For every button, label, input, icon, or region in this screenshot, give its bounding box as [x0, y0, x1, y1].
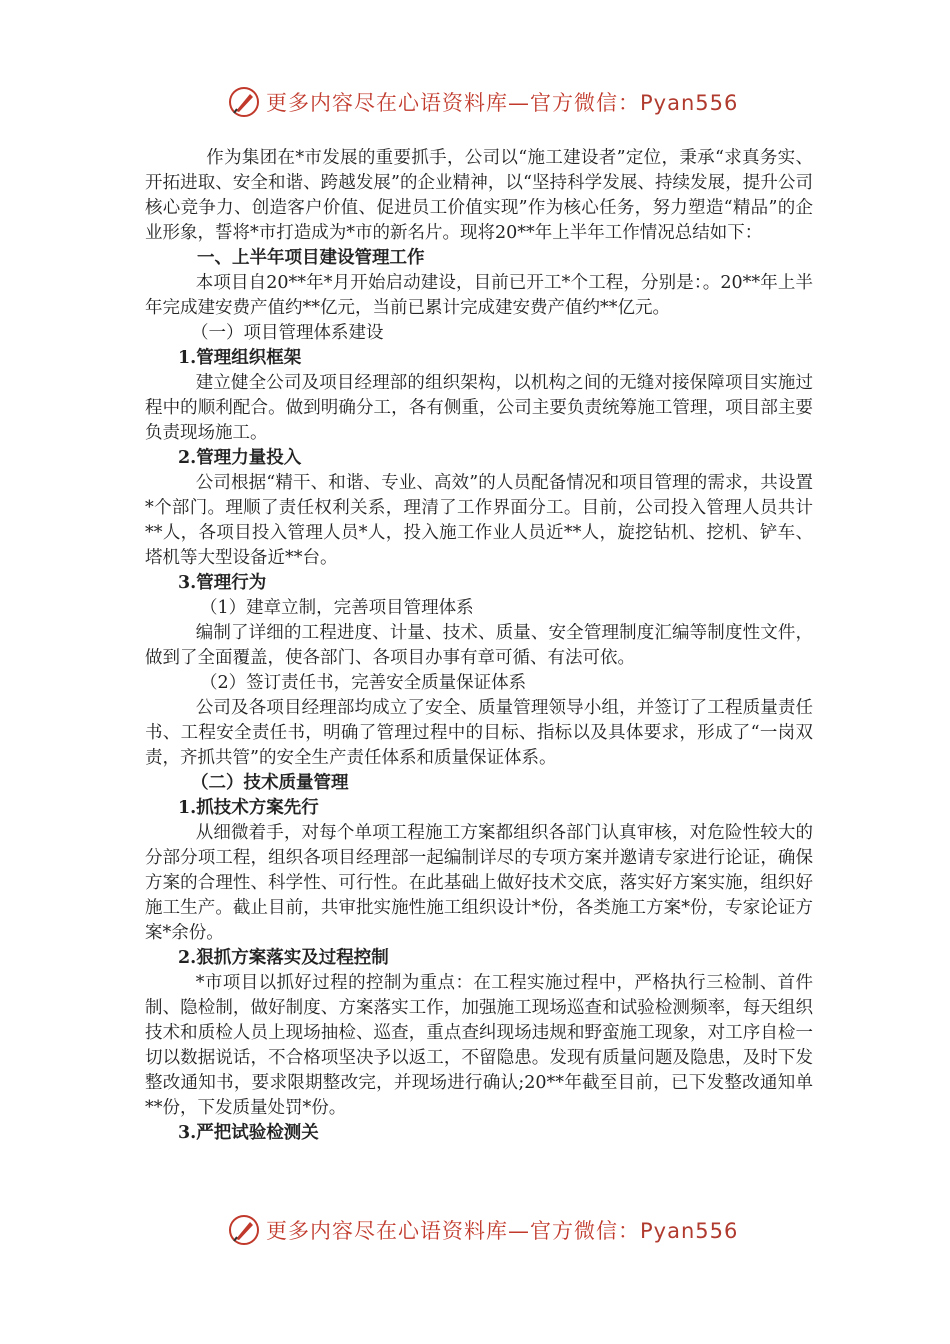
quill-pen-logo-icon — [228, 1214, 260, 1246]
section-heading: 1.管理组织框架 — [178, 348, 302, 368]
banner-text: 更多内容尽在心语资料库—官方微信：Pyan556 — [266, 91, 739, 115]
footer-banner — [228, 1210, 739, 1250]
section-heading: 3.严把试验检测关 — [178, 1123, 319, 1143]
section-heading: （二）技术质量管理 — [191, 773, 349, 793]
section-heading: 一、上半年项目建设管理工作 — [197, 248, 425, 268]
section-heading: （一）项目管理体系建设 — [191, 323, 384, 343]
paragraph: 编制了详细的工程进度、计量、技术、质量、安全管理制度汇编等制度性文件，做到了全面覆盖，使各部门、各项目办事有章可循、有法可依。 — [145, 623, 813, 668]
paragraph: 从细微着手，对每个单项工程施工方案都组织各部门认真审核，对危险性较大的分部分项工程，组织各项目经理部一起编制详尽的专项方案并邀请专家进行论证，确保方案的合理性、科学性、可行性。在此基础上做好技术交底，落实好方案实施，组织好施工生产。截止目前，共审批实施性施工组织设计*份，各类施工方案*份，专家论证方案*余份。 — [145, 823, 813, 943]
section-heading: 2.狠抓方案落实及过程控制 — [178, 948, 389, 968]
document-body — [145, 146, 813, 1146]
paragraph: （1）建章立制，完善项目管理体系 — [200, 598, 474, 618]
banner-text: 更多内容尽在心语资料库—官方微信：Pyan556 — [266, 1219, 739, 1243]
paragraph: 作为集团在*市发展的重要抓手，公司以“施工建设者”定位，秉承“求真务实、开拓进取、安全和谐、跨越发展”的企业精神，以“坚持科学发展、持续发展，提升公司核心竞争力、创造客户价值、促进员工价值实现”作为核心任务，努力塑造“精品”的企业形象，誓将*市打造成为*市的新名片。现将20**年上半年工作情况总结如下： — [145, 148, 813, 243]
section-heading: 1.抓技术方案先行 — [178, 798, 319, 818]
paragraph: 建立健全公司及项目经理部的组织架构，以机构之间的无缝对接保障项目实施过程中的顺利配合。做到明确分工，各有侧重，公司主要负责统筹施工管理，项目部主要负责现场施工。 — [145, 373, 813, 443]
quill-pen-logo-icon — [228, 86, 260, 118]
section-heading: 3.管理行为 — [178, 573, 267, 593]
paragraph: （2）签订责任书，完善安全质量保证体系 — [200, 673, 527, 693]
section-heading: 2.管理力量投入 — [178, 448, 302, 468]
paragraph: *市项目以抓好过程的控制为重点：在工程实施过程中，严格执行三检制、首件制、隐检制，做好制度、方案落实工作，加强施工现场巡查和试验检测频率，每天组织技术和质检人员上现场抽检、巡查，重点查纠现场违规和野蛮施工现象，对工序自检一切以数据说话，不合格项坚决予以返工，不留隐患。发现有质量问题及隐患，及时下发整改通知书，要求限期整改完，并现场进行确认;20**年截至目前，已下发整改通知单**份，下发质量处罚*份。 — [145, 973, 813, 1118]
paragraph: 公司及各项目经理部均成立了安全、质量管理领导小组，并签订了工程质量责任书、工程安全责任书，明确了管理过程中的目标、指标以及具体要求，形成了“一岗双责，齐抓共管”的安全生产责任体系和质量保证体系。 — [145, 698, 813, 768]
paragraph: 公司根据“精干、和谐、专业、高效”的人员配备情况和项目管理的需求，共设置*个部门。理顺了责任权利关系，理清了工作界面分工。目前，公司投入管理人员共计**人，各项目投入管理人员*人，投入施工作业人员近**人，旋挖钻机、挖机、铲车、塔机等大型设备近**台。 — [145, 473, 813, 568]
paragraph: 本项目自20**年*月开始启动建设，目前已开工*个工程，分别是：。20**年上半年完成建安费产值约**亿元，当前已累计完成建安费产值约**亿元。 — [145, 273, 813, 318]
header-banner — [228, 82, 739, 122]
